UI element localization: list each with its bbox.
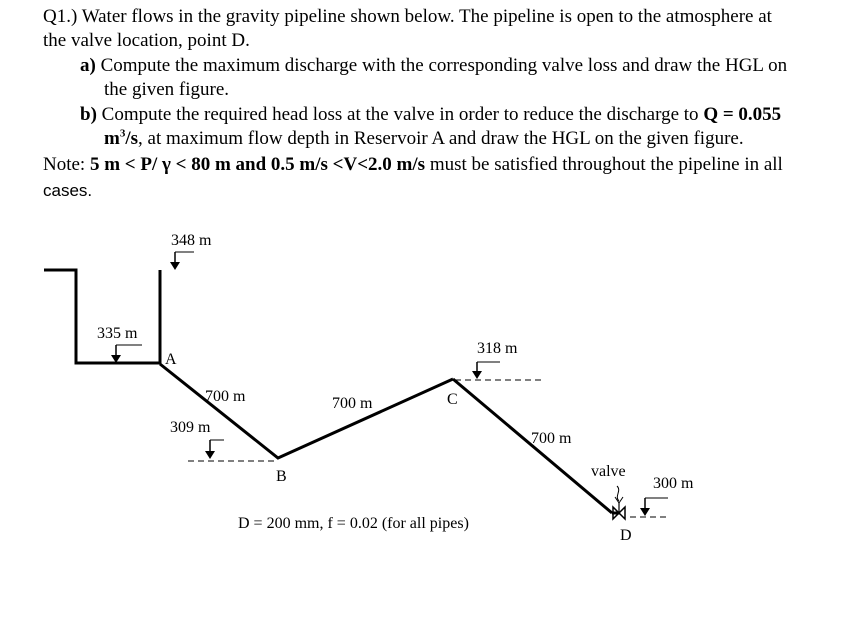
label-seg-cd-length: 700 m bbox=[531, 430, 572, 447]
label-seg-ab-length: 700 m bbox=[205, 388, 246, 405]
note-line-1: Note: 5 m < P/ γ < 80 m and 0.5 m/s <V<2.0 m/s must be satisfied throughout the pipeline in all bbox=[43, 154, 783, 175]
part-a-line-1: a) Compute the maximum discharge with the corresponding valve loss and draw the HGL on bbox=[80, 55, 788, 76]
label-valve: valve bbox=[591, 463, 626, 480]
elevation-marker-309-icon bbox=[205, 440, 224, 459]
part-a-label: a) bbox=[80, 55, 96, 76]
question-title-line-1: Q1.) Water flows in the gravity pipeline shown below. The pipeline is open to the atmosphere at bbox=[43, 6, 772, 27]
label-point-c: C bbox=[447, 391, 458, 408]
part-b-line-2: $m^3/s$, at maximum flow depth in Reservoir A and draw the HGL on the given figure. bbox=[104, 127, 744, 149]
pipe-profile-a-b-c bbox=[160, 364, 453, 458]
elevation-marker-300-icon bbox=[640, 498, 668, 516]
part-b-line-1: b) Compute the required head loss at the valve in order to reduce the discharge to Q = 0.055 bbox=[80, 104, 782, 125]
part-b-label: b) bbox=[80, 104, 97, 125]
elevation-marker-335-icon bbox=[111, 345, 142, 363]
label-point-a: A bbox=[165, 351, 177, 368]
label-elev-d: 300 m bbox=[653, 475, 694, 492]
reservoir-outline bbox=[44, 270, 160, 363]
note-line-2: cases. bbox=[43, 181, 93, 200]
label-point-b: B bbox=[276, 468, 287, 485]
note-constraints: 5 m < P/ γ < 80 m and 0.5 m/s <V<2.0 m/s bbox=[89, 154, 426, 175]
label-elev-reservoir-top: 348 m bbox=[171, 232, 212, 249]
label-elev-b: 309 m bbox=[170, 419, 211, 436]
part-a-line-2: the given figure. bbox=[104, 79, 230, 100]
question-title-line-2: the valve location, point D. bbox=[43, 30, 250, 51]
elevation-marker-348-icon bbox=[170, 252, 194, 270]
label-elev-c: 318 m bbox=[477, 340, 518, 357]
target-discharge: Q = 0.055 bbox=[703, 104, 782, 125]
label-pipe-spec: D = 200 mm, f = 0.02 (for all pipes) bbox=[238, 515, 469, 532]
elevation-marker-318-icon bbox=[472, 362, 500, 379]
label-point-d: D bbox=[620, 527, 632, 544]
label-seg-bc-length: 700 m bbox=[332, 395, 373, 412]
label-elev-reservoir-bottom: 335 m bbox=[97, 325, 138, 342]
